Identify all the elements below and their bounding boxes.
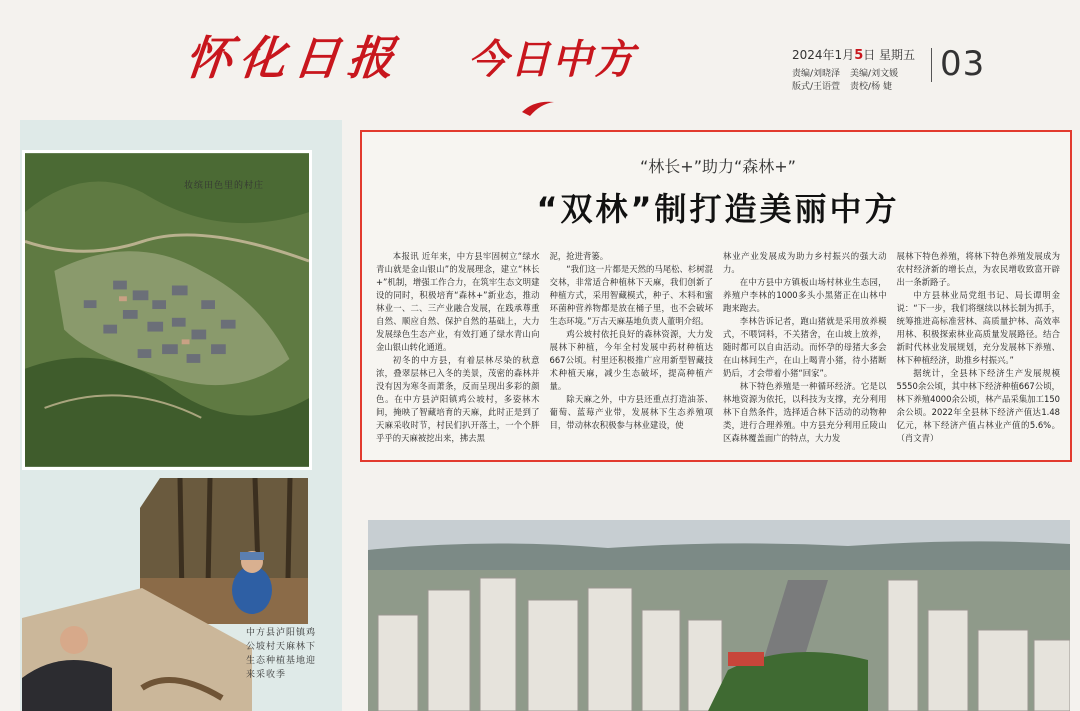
paragraph: 初冬的中方县，有着层林尽染的秋意浓，叠翠层林已入冬的美景，茂密的森林并没有因为寒冬而萧条，反而呈现出多彩的颜色。在中方县泸阳镇鸡公坡村，多姿林木间，掩映了智藏培育的天麻，此时正是到了天麻采收时节，村民们扒开落土，一个个胖乎乎的天麻被挖出来，拂去黑 xyxy=(376,355,540,443)
issue-meta xyxy=(792,46,915,94)
date-prefix: 2024年1月 xyxy=(792,48,855,62)
editor-row xyxy=(792,68,915,81)
article-column xyxy=(897,250,1061,456)
article-box xyxy=(360,130,1072,462)
issue-date xyxy=(792,46,915,63)
farmer-photo xyxy=(22,588,252,711)
masthead xyxy=(0,0,1080,118)
proofreader-credit: 责校/杨 婕 xyxy=(850,82,892,92)
date-suffix: 日 星期五 xyxy=(863,48,916,62)
date-day: 5 xyxy=(854,48,864,63)
farmer-caption: 中方县泸阳镇鸡公坡村天麻林下生态种植基地迎来采收季 xyxy=(246,628,317,680)
paragraph: 鸡公坡村依托良好的森林资源，大力发展林下种植，今年全村发展中药材种植达667公顷。村里还积极推广应用新型智藏技术种植天麻，减少生态破坏，提高种植产量。 xyxy=(549,329,713,391)
newspaper-title: 怀化日报 xyxy=(182,31,405,85)
paragraph: 李林告诉记者，跑山猪就是采用放养模式，不喂饲料，不关猪舍，在山坡上放养，随时都可以自由活动。而怀孕的母猪大多会在山林间生产，在山上喝青小猪，待小猪断奶后，才会带着小猪“回家”。 xyxy=(723,316,887,378)
article-column xyxy=(376,250,540,456)
layout-credit: 版式/王语萱 xyxy=(792,82,841,92)
paragraph: 本报讯 近年来，中方县牢固树立“绿水青山就是金山银山”的发展理念，建立“林长+”机制，增强工作合力，在筑牢生态文明建设的同时，积极培育“森林+”新业态，推动林业一、二、三产业融合发展，在践承尊重自然、顺应自然、保护自然的基础上，大力发展绿色生态产业，有效打通了绿水青山向金山银山转化通道。 xyxy=(376,251,540,352)
section-title: 今日中方 xyxy=(468,36,636,83)
paragraph: 在中方县中方镇板山场村林业生态园，养殖户李林的1000多头小黑猪正在山林中跑来跑去。 xyxy=(723,277,887,313)
paragraph: 展林下特色养殖，将林下特色养殖发展成为农村经济新的增长点，为农民增收致富开辟出一条新路子。 xyxy=(896,251,1060,287)
city-panorama-photo xyxy=(368,520,1070,711)
editor-row xyxy=(792,81,915,94)
editor-credit: 责编/刘晓泽 xyxy=(792,69,841,79)
paragraph: “我们这一片都是天然的马尾松、杉树混交林，非常适合种植林下天麻，我们创新了种植方式，采用智藏模式，种子、木料和蜜环菌种营养物都是放在桶子里，也不会破坏生态环境。”万古天麻基地负责人董明介绍。 xyxy=(549,264,713,326)
swoosh-logo-icon xyxy=(520,96,556,118)
article-headline: “双林”制打造美丽中方 xyxy=(536,190,900,228)
article-column xyxy=(723,250,887,456)
article-body xyxy=(376,250,1060,456)
divider xyxy=(931,48,932,82)
page-number: 03 xyxy=(940,44,986,84)
designer-credit: 美编/刘文媛 xyxy=(850,69,899,79)
village-aerial-photo xyxy=(22,150,312,470)
paragraph: 林下特色养殖是一种循环经济。它是以林地资源为依托，以科技为支撑，充分利用林下自然条件，选择适合林下活动的动物种类，进行合理养殖。中方县充分利用丘陵山区森林覆盖面广的特点，大力发 xyxy=(723,381,887,443)
paragraph: 据统计，全县林下经济生产发展规模5550余公顷，其中林下经济种植667公顷，林下养殖4000余公顷，林产品采集加工150余公顷。2022年全县林下经济产值达1.48亿元，林下经济产值占林业产值的5.6%。（肖文青） xyxy=(896,368,1060,443)
article-kicker: “林长+”助力“森林+” xyxy=(640,157,796,176)
article-column xyxy=(550,250,714,456)
paragraph: 中方县林业局党组书记、局长谭明金说：“下一步，我们将继续以林长制为抓手，统筹推进高标准营林、高质量护林、高效率用林、积极探索林业高质量发展路径。结合新时代林业发展规划，充分发展林下养殖、林下种植经济，助推乡村振兴。” xyxy=(896,290,1060,365)
paragraph: 除天麻之外，中方县还重点打造油茶、葡萄、蓝莓产业带，发展林下生态养殖项目，带动林农积极参与林业建设，使 xyxy=(549,394,713,430)
paragraph: 泥，抢进背篓。 xyxy=(549,251,609,261)
paragraph: 林业产业发展成为助力乡村振兴的强大动力。 xyxy=(723,251,887,274)
village-caption: 妆缤田色里的村庄 xyxy=(184,181,265,191)
